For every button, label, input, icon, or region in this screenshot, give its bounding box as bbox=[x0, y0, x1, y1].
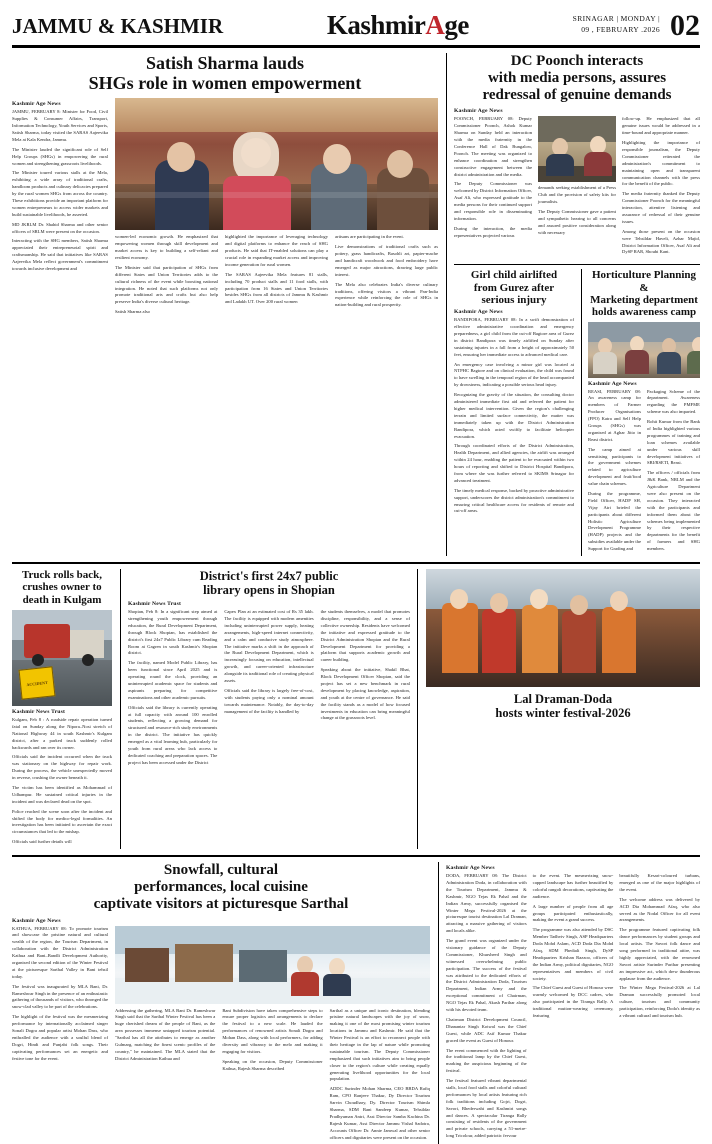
snowfall-headline: Snowfall, cultural performances, local cuisine captivate visitors at picturesque Sarthal bbox=[93, 862, 349, 912]
accident-sign: ACCIDENT bbox=[19, 666, 56, 699]
library-col3: the students themselves, a model that promotes discipline, responsibility, and a sense of collective ownership. Residents have welcomed the initiative and expressed gratitude to the District Administration Shopian and the Rural Development Department for providing a platform that supports academic growth and career building. Speaking about the initiative, Shakil Bhat, Block Development Officer Shopian, said the project has set a new benchmark in rural development by placing knowledge, aspiration, and youth at the centre of governance. He said the facility stands as a model of how focused investments in education can bring meaningful change at the grassroots level. bbox=[320, 609, 410, 721]
lead-col2: women-led economic growth. He emphasized that empowering women through skill development and market access is key to building a self-reliant and resilient economy. The Minister said that participation of SHGs from different States and Union Territories adds to the cultural richness of the event while boosting national integration. He noted that such platforms not only promote traditional arts and crafts but also help preserve India's diverse cultural heritage. Satish Sharma also bbox=[115, 234, 218, 315]
snowfall-byline: Kashmir Age News bbox=[12, 917, 61, 924]
library-story bbox=[120, 569, 418, 849]
dcpoonch-story bbox=[446, 53, 700, 556]
lead-col1: JAMMU, FEBRUARY 8: Minister for Food, Civil Supplies & Consumer Affairs, Transport, Information Technology, Youth Services and Sports, Satish Sharma, today visited the SARAS Aajeevika Mela at Kala Kendra, Jammu. The Minister lauded the significant role of Self Help Groups (SHGs) in empowering the rural women and strengthening grassroots livelihoods. The Minister toured various stalls at the Mela, exhibiting a wide array of traditional crafts, handloom products and culinary delicacies prepared by the rural women SHGs from across the country. These exhibitions provide an important platform for women entrepreneurs to access wider markets and build sustainable livelihoods, he asserted. MD JKRLM Dr. Shahid Sharma and other senior officers of SRLM were present on the occasion. Interacting with the SHG members, Satish Sharma appreciated their entrepreneurial spirit and craftsmanship. He said that initiatives like SARAS Aajeevika Mela reflect government's commitment towards inclusive development and bbox=[12, 109, 109, 272]
dcpoonch-photo bbox=[538, 116, 616, 182]
snowfall-photo bbox=[115, 926, 430, 1004]
horti-col1: REASI, FEBRUARY 08: An awareness camp for members of Farmer Producer Organisations (FPO) Katra and Self Help Groups (SHGs) was organised at Aghar Jitto in Reasi district. The camp aimed at sensitising participants to the government schemes related to agriculture development and fruit/food value chain schemes. During the programme, Field Officer, HADP SH, Vijay Atri briefed the participants about different Holistic Agriculture Development Programme (HADP) projects and the subsidies available under the Support for Grading and bbox=[588, 388, 641, 552]
edition-name: JAMMU & KASHMIR bbox=[12, 14, 224, 38]
lal-headline: Lal Draman-Doda hosts winter festival-2026 bbox=[495, 692, 631, 721]
snowfall-col2: Addressing the gathering, MLA Bani Dr. Rameshwar Singh said that the Sarthal Winter Festival has been a huge cherished dream of the people of Bani, as the area possesses immense untapped tourism potential. "Sarthal has all the attributes to emerge as another Gulmarg, matching the finest scenic profiles of the country," he maintained. The MLA stated that the District Administration Kathua and bbox=[115, 1007, 216, 1061]
dcpoonch-byline: Kashmir Age News bbox=[454, 108, 503, 115]
lal-col2: to the event. The mesmerizing snow-capped landscape has further beautified by colorful rangoli decorations, captivating the audience. A large number of people from all age groups participated enthusiastically, making the event a grand success. The programme was also attended by DSC Member Tadhviv Singh, ASP Headquarters Doda Mohd Aslam, ACD Doda Dia Mohd Afaq, SDM Phediali Singh, DySP Headquarters Krishan Razzoo, officers of the Indian Army, political dignitaries, NGO representatives and members of civil society. The Chief Guest and Guest of Honour were warmly welcomed by DCC cadres, who also participated in the Tiranga Rally. A traditional mutton-wearing ceremony, featuring bbox=[532, 873, 614, 1019]
dcpoonch-col3: follow-up. He emphasized that all genuine issues would be addressed in a time-bound and appropriate manner. Highlighting the importance of responsible journalism, the Deputy Commissioner reiterated the administration's commitment to maintaining open and transparent communication channels with the press for the benefit of the public. The media fraternity thanked the Deputy Commissioner Poonch for the meaningful interaction, attentive listening and assurance of redressal of their genuine issues. Among those present on the occasion were Tehsildar Haveli, Azhar Majid, District Information Officer, Asaf Ali and DySP RAR, Shoubi Kant. bbox=[622, 116, 700, 255]
section-divider-1 bbox=[12, 562, 700, 564]
middle-section bbox=[12, 569, 700, 849]
snowfall-col4: Sarthal as a unique and iconic destination, blending pristine natural landscapes with the joy of snow, making it one of the most promising winter tourism locations in Jammu and Kashmir. He said that the Winter Festival is an effort to reconnect people with their heritage in the lap of nature while promoting sustainable tourism. The Deputy Commissioner emphasized that such initiatives aim to bring people closer to the region's culture while creating equally generating livelihood opportunities for the local population. ADDC Surinder Mohan Sharma, CEO BBDA Rafiq Ram, CPO Ranjeev Thakur, Dy Director Tourism Sarvin Choudhary, Dy. Director Tourism Shimla Sharma, SDM Bani Sandeep Kumar, Tehsildar Pradhyuman Antri, Asst Director Samba Kachina Dr. Rajesh Kumar, Asst Director Jammu Vishal Sadotra, Accounts Officer Dr. Annie Jamwal and other senior officers and dignitaries were present on the occasion. bbox=[329, 1007, 430, 1140]
lal-col3: beautifully Kesari-coloured turbans, emerged as one of the major highlights of the event. The welcome address was delivered by ACD Dia Mohammad Afaq, who also served as the Nodal Officer for all event arrangements. The programme featured captivating folk dance performances by student groups and local artists. The Savori folk dance and song performed in traditional attire, was highly appreciated, with the renowned Savori artiste Surinder Parihar presenting an impressive act, which drew thunderous applause from the audience. The Winter Mega Festival-2026 at Lal Draman successfully promoted local culture, tourism and community participation, reinforcing Doda's identity as a vibrant cultural and tourism hub. bbox=[619, 873, 701, 1019]
gurez-body: BANDIPORA, FEBRUARY 08: In a swift demonstration of effective administrative coordination and emergency preparedness, a girl child from the cut-off Bagtore area of Gurez in district Bandipora was timely airlifted on Sunday after sustaining injuries in a fall from a height of approximately 50 feet, ensuring her immediate access to advanced medical care. An emergency case involving a minor girl was located at NTPHC Bagtore and on clinical evaluation, the child was found to have swelling in the temporal region of the head accompanied by drowsiness, indicating a possible serious head injury. Recognizing the gravity of the situation, the consulting doctor administered immediate first aid and referred the patient for higher medical intervention. Given the region's challenging terrain and limited surface connectivity, the matter was immediately taken up with the District Administration Bandipora, which acted swiftly to facilitate helicopter evacuation. Through coordinated efforts of the District Administration, Health Department, and allied agencies, the airlift was arranged within 24 hour, enabling the patient to be evacuated within two hours of reporting and shifted to District Hospital Bandipora, from where she was further referred to SKIMS Srinagar for advanced treatment. The timely medical response, backed by proactive administrative support, underscores the district administration's commitment to ensuring critical healthcare access for residents of remote and cut-off areas. bbox=[454, 317, 574, 514]
library-byline: Kashmir News Trust bbox=[128, 601, 182, 608]
logo-text-ge: ge bbox=[444, 10, 469, 40]
dateline bbox=[573, 13, 660, 40]
horti-byline: Kashmir Age News bbox=[588, 380, 637, 387]
snowfall-col1: KATHUA, FEBRUARY 08: To promote tourism and showcase the pristine natural and cultural wealth of the region, the Tourism Department, in collaboration with the District Administration Kathua and Bani–Bandli Development Authority, organised the second edition of the Winter Festival at the picturesque Sarthal Valley in Bani tehsil today. The festival was inaugurated by MLA Bani, Dr. Rameshwar Singh in the presence of an enthusiastic gathering of thousands of visitors, who thronged the snow-clad valley to be part of the celebrations. The highlight of the festival was the mesmerizing performance by internationally acclaimed singer Sonali Dogra and popular artist Mohan Dass, who enthralled the audience with a soulful blend of Dogri, Hindi and Punjabi folk songs. Their captivating performances set an energetic and festive tone for the event. bbox=[12, 925, 108, 1061]
page-number: 02 bbox=[670, 9, 700, 42]
lead-byline: Kashmir Age News bbox=[12, 101, 61, 108]
dcpoonch-col2: demands seeking establishment of a Press Club and the provision of safety kits for journalists. The Deputy Commissioner gave a patient and sympathetic hearing to all concerns and assured positive consideration along with necessary bbox=[538, 185, 616, 235]
lead-col4: artisans are participating in the event. Live demonstrations of traditional crafts such as pottery, grass handicrafts, Basohli art, papier-mache and handicraft woodwork and food embroidery have emerged as major attractions, drawing large public interest. The Mela also celebrates India's diverse culinary traditions, offering visitors a vibrant Pan-India experience while reinforcing the role of SHGs in nation-building and rural prosperity. bbox=[335, 234, 438, 308]
gurez-byline: Kashmir Age News bbox=[454, 309, 503, 316]
horti-photo bbox=[588, 322, 700, 378]
dcpoonch-col1: POONCH, FEBRUARY 08: Deputy Commissioner Poonch, Ashok Kumar Sharma on Sunday held an interaction with the media fraternity in the Conference Hall of Dak Bungalow, Poonch. The meeting was organized to enhance coordination and strengthen constructive engagement between the district administration and the media. The Deputy Commissioner was welcomed by District Information Officer, Asaf Ali, who expressed gratitude to the media persons for their continued support and responsible role in disseminating information. During the interaction, the media representatives projected various bbox=[454, 116, 532, 238]
dateline-date: 09 , FEBRUARY .2026 bbox=[581, 25, 660, 34]
horti-headline: Horticulture Planning & Marketing department holds awareness camp bbox=[590, 269, 698, 319]
truck-headline: Truck rolls back, crushes owner to death in Kulgam bbox=[22, 569, 102, 606]
library-col1: Shopian, Feb 8: In a significant step aimed at strengthening youth empowerment through education, the Rural Development Department, through Block Shopian, has established the district's first 24x7 Public Library cum Reading Room at Gagren in south Kashmir's Shopian district. The facility, named Model Public Library, has been functional since April 2025 and is operating round the clock, providing an uninterrupted academic space for students and aspirants preparing for competitive examinations and other academic pursuits. Officials said the library is currently operating at full capacity with around 100 enrolled students, reflecting a growing demand for structured and resource-rich study environments in the district. The initiative has quickly emerged as a vital learning hub, particularly for youth from rural areas who lack access to dedicated coaching and preparation spaces. The project has been accessed under the District bbox=[128, 609, 218, 765]
lal-story bbox=[426, 569, 700, 849]
library-headline: District's first 24x7 public library opens in Shopian bbox=[199, 569, 339, 598]
lal-col1: DODA, FEBRUARY 08: The District Administration Doda, in collaboration with the Tourism Department, Jammu & Kashmir, NGO Tejas Ek Pahal and the Indian Army, successfully organised the Winter Mega Festival-2026 at the picturesque tourist destination Lal Draman, attracting a massive gathering of visitors and locals alike. The grand event was organized under the visionary guidance of the Deputy Commissioner, Khursheed Singh and witnessed overwhelming public participation. The success of the festival was attributed to the dedicated efforts of the District Administration Doda, Tourism Department, Indian Army and the exceptional commitment of Chairman, NGO Tejas Ek Pahal, Akash Parihar along with his devoted team. Chairman District Development Council, Dhanantar Singh Kotwal was the Chief Guest, while ADC Asif Kumar Thakur graced the event as Guest of Honour. The event commenced with the lighting of the traditional lamp by the Chief Guest, marking the auspicious beginning of the festival. The festival featured vibrant departmental stalls, local food stalls and colorful cultural performances by local artists featuring rich folk traditions including Gojri, Dogri, Savori, Bhederwahi and Kashmiri songs and dances. A spectacular Tiranga Rally consisting of residents of the government and private schools, carrying a 51-metre-long Tricolour, added patriotic fervour bbox=[446, 873, 527, 1139]
dcpoonch-headline: DC Poonch interacts with media persons, assures redressal of genuine demands bbox=[482, 53, 672, 103]
gurez-headline: Girl child airlifted from Gurez after serious injury bbox=[470, 269, 558, 306]
logo-text-kashmir: Kashmir bbox=[326, 10, 426, 40]
truck-body: Kulgam, Feb 8 : A roadside repair operation turned fatal on Sunday along the Nipora–Nosi stretch of National Highway 44 in south Kashmir's Kulgam district, after a parked truck suddenly rolled backwards and ran over its owner. Officials said the incident occurred when the truck was stationary on the highway for repair work. During the process, the vehicle unexpectedly moved in reverse, crushing the owner beneath it. The victim has been identified as Mohammad of Udhampur. He sustained critical injuries in the incident and was declared dead on the spot. Police reached the scene soon after the incident and shifted the body for medico-legal formalities. An investigation has been initiated to ascertain the exact circumstances that led to the mishap. Officials said further details will bbox=[12, 716, 112, 845]
top-section bbox=[12, 53, 700, 556]
snowfall-story bbox=[12, 862, 430, 1144]
newspaper-logo bbox=[223, 10, 573, 41]
snowfall-col3: Bani Subdivision have taken comprehensive steps to ensure proper logistics and arrangements to declare the festival to a new scale. He lauded the performances of renowned artists Sonali Dogra and Mohan Dass, along with local performers, for adding diversity and vibrancy to the melo and making it engaging for visitors. Speaking on the occasion, Deputy Commissioner Kathua, Rajesh Sharma described bbox=[222, 1007, 323, 1071]
truck-story bbox=[12, 569, 112, 849]
lead-story bbox=[12, 53, 438, 556]
truck-photo bbox=[12, 610, 112, 706]
section-divider-2 bbox=[12, 855, 700, 857]
lead-headline: Satish Sharma lauds SHGs role in women empowerment bbox=[88, 53, 362, 94]
lal-byline: Kashmir Age News bbox=[446, 865, 495, 872]
dateline-place: SRINAGAR | MONDAY | bbox=[572, 13, 660, 23]
masthead bbox=[12, 10, 700, 48]
lead-photo bbox=[115, 98, 438, 230]
truck-byline: Kashmir News Trust bbox=[12, 708, 66, 715]
lead-col3: highlighted the importance of leveraging technology and digital platforms to enhance the reach of SHG products. He said that IT-enabled solutions can play a crucial role in expanding market access and improving income generation for rural women. The SARAS Aajeevika Mela features 81 stalls, including 70 product stalls and 11 food stalls, with participation from 16 States and Union Territories besides SHGs from all districts of Jammu & Kashmir and Ladakh UT. Over 200 rural women bbox=[225, 234, 328, 305]
logo-text-a: A bbox=[425, 10, 445, 40]
bottom-section bbox=[12, 862, 700, 1144]
lal-photo-top bbox=[426, 569, 700, 687]
horti-col2: Packaging Scheme of the department. Awareness regarding the PMFME scheme was also imparted. Rohit Kumar from the Bank of India highlighted various programmes of training and loan schemes available under various skill development initiatives of SBI/RSETI, Reasi. The officers / officials from J&K Bank, NRLM and the Agriculture Department were also present on the occasion. They interacted with the participants and informed them about the schemes being implemented by their respective departments for the benefit of farmers and SHG members. bbox=[647, 388, 700, 552]
lal-body bbox=[438, 862, 700, 1144]
library-col2: Capex Plan at an estimated cost of Rs 35 lakh. The facility is equipped with modern amenities including uninterrupted power supply, heating arrangements, high-speed internet connectivity, and a calm and conducive study atmosphere. The initiative marks a shift in the approach of the Rural Development Department, which is increasingly focusing on education, intellectual growth, and career-oriented infrastructure alongside its traditional role of creating physical assets. Officials said the library is largely free-of-cost, with students paying only a nominal amount towards maintenance. Notably, the day-to-day management of the facility is handled by bbox=[224, 609, 314, 714]
masthead-right bbox=[573, 11, 700, 41]
